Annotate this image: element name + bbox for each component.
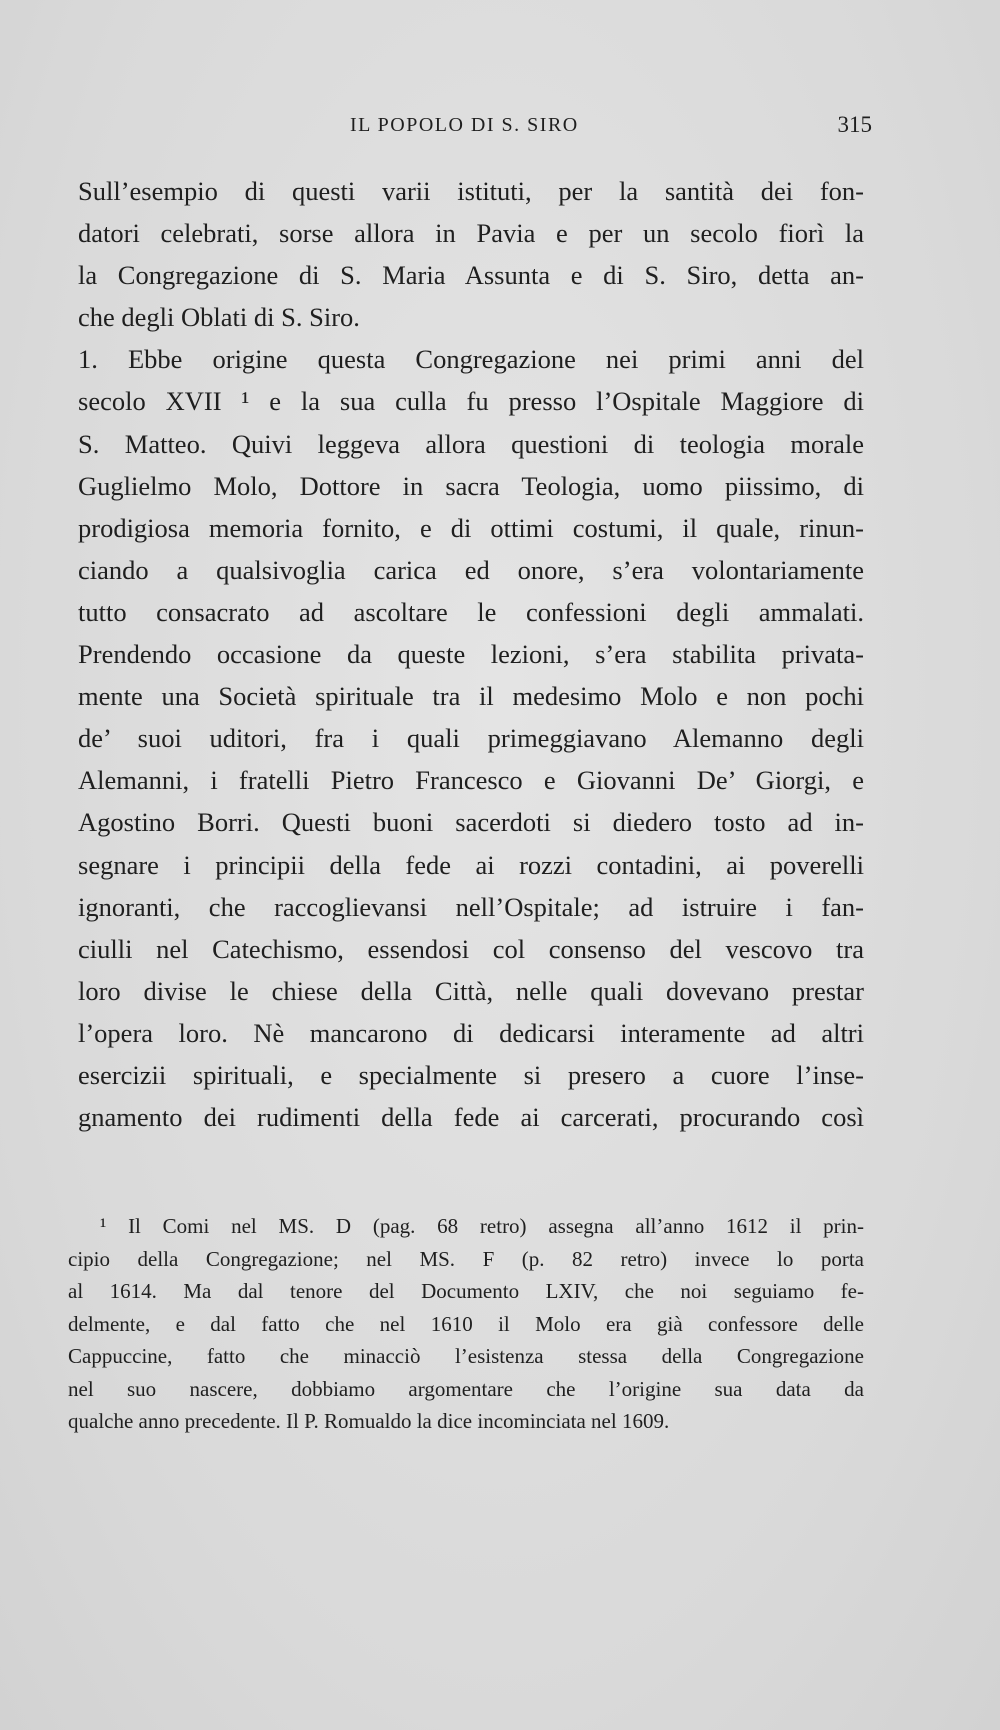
text-line: che degli Oblati di S. Siro. <box>78 302 360 333</box>
main-text <box>78 170 864 1138</box>
footnote-line: cipio della Congregazione; nel MS. F (p. 82 retro) invece lo porta <box>68 1246 864 1271</box>
text-line: Guglielmo Molo, Dottore in sacra Teologia, uomo piissimo, di <box>78 470 864 501</box>
text-line: mente una Società spirituale tra il medesimo Molo e non pochi <box>78 681 864 712</box>
footnote-line: delmente, e dal fatto che nel 1610 il Molo era già confessore delle <box>68 1311 864 1336</box>
text-line: gnamento dei rudimenti della fede ai carcerati, procurando così <box>78 1102 864 1133</box>
text-line: datori celebrati, sorse allora in Pavia e per un secolo fiorì la <box>78 218 864 249</box>
running-header <box>0 114 1000 144</box>
footnote-line: al 1614. Ma dal tenore del Documento LXIV, che noi seguiamo fe- <box>68 1279 864 1303</box>
text-line: Agostino Borri. Questi buoni sacerdoti si diedero tosto ad in- <box>78 807 864 838</box>
text-line: segnare i principii della fede ai rozzi contadini, ai poverelli <box>78 849 864 880</box>
text-line: S. Matteo. Quivi leggeva allora questioni di teologia morale <box>78 428 864 459</box>
text-line: Alemanni, i fratelli Pietro Francesco e Giovanni De’ Giorgi, e <box>78 765 864 796</box>
footnote-line: qualche anno precedente. Il P. Romualdo la dice incominciata nel 1609. <box>68 1409 670 1433</box>
text-line: ciando a qualsivoglia carica ed onore, s’era volontariamente <box>78 554 864 585</box>
text-line: ciulli nel Catechismo, essendosi col consenso del vescovo tra <box>78 933 864 964</box>
text-line: secolo XVII ¹ e la sua culla fu presso l’Ospitale Maggiore di <box>78 386 864 417</box>
running-title: IL POPOLO DI S. SIRO <box>350 114 579 136</box>
text-line: l’opera loro. Nè mancarono di dedicarsi interamente ad altri <box>78 1017 864 1048</box>
text-line: Sull’esempio di questi varii istituti, per la santità dei fon- <box>78 176 864 206</box>
footnote-line: Cappuccine, fatto che minacciò l’esistenza stessa della Congregazione <box>68 1344 864 1368</box>
text-line: Prendendo occasione da queste lezioni, s’era stabilita privata- <box>78 639 864 670</box>
footnote-block <box>68 1210 864 1438</box>
text-line: prodigiosa memoria fornito, e di ottimi costumi, il quale, rinun- <box>78 512 864 543</box>
text-line: la Congregazione di S. Maria Assunta e di S. Siro, detta an- <box>78 260 864 291</box>
text-line: de’ suoi uditori, fra i quali primeggiavano Alemanno degli <box>78 723 864 754</box>
text-line: loro divise le chiese della Città, nelle quali dovevano prestar <box>78 975 864 1006</box>
text-line: esercizii spirituali, e specialmente si presero a cuore l’inse- <box>78 1059 864 1090</box>
text-line: ignoranti, che raccoglievansi nell’Ospitale; ad istruire i fan- <box>78 891 864 922</box>
text-line: tutto consacrato ad ascoltare le confessioni degli ammalati. <box>78 596 864 627</box>
text-line: 1. Ebbe origine questa Congregazione nei primi anni del <box>78 344 864 375</box>
footnote-line: ¹ Il Comi nel MS. D (pag. 68 retro) assegna all’anno 1612 il prin- <box>100 1214 864 1238</box>
page-number: 315 <box>837 112 872 137</box>
footnote-line: nel suo nascere, dobbiamo argomentare che l’origine sua data da <box>68 1376 864 1401</box>
